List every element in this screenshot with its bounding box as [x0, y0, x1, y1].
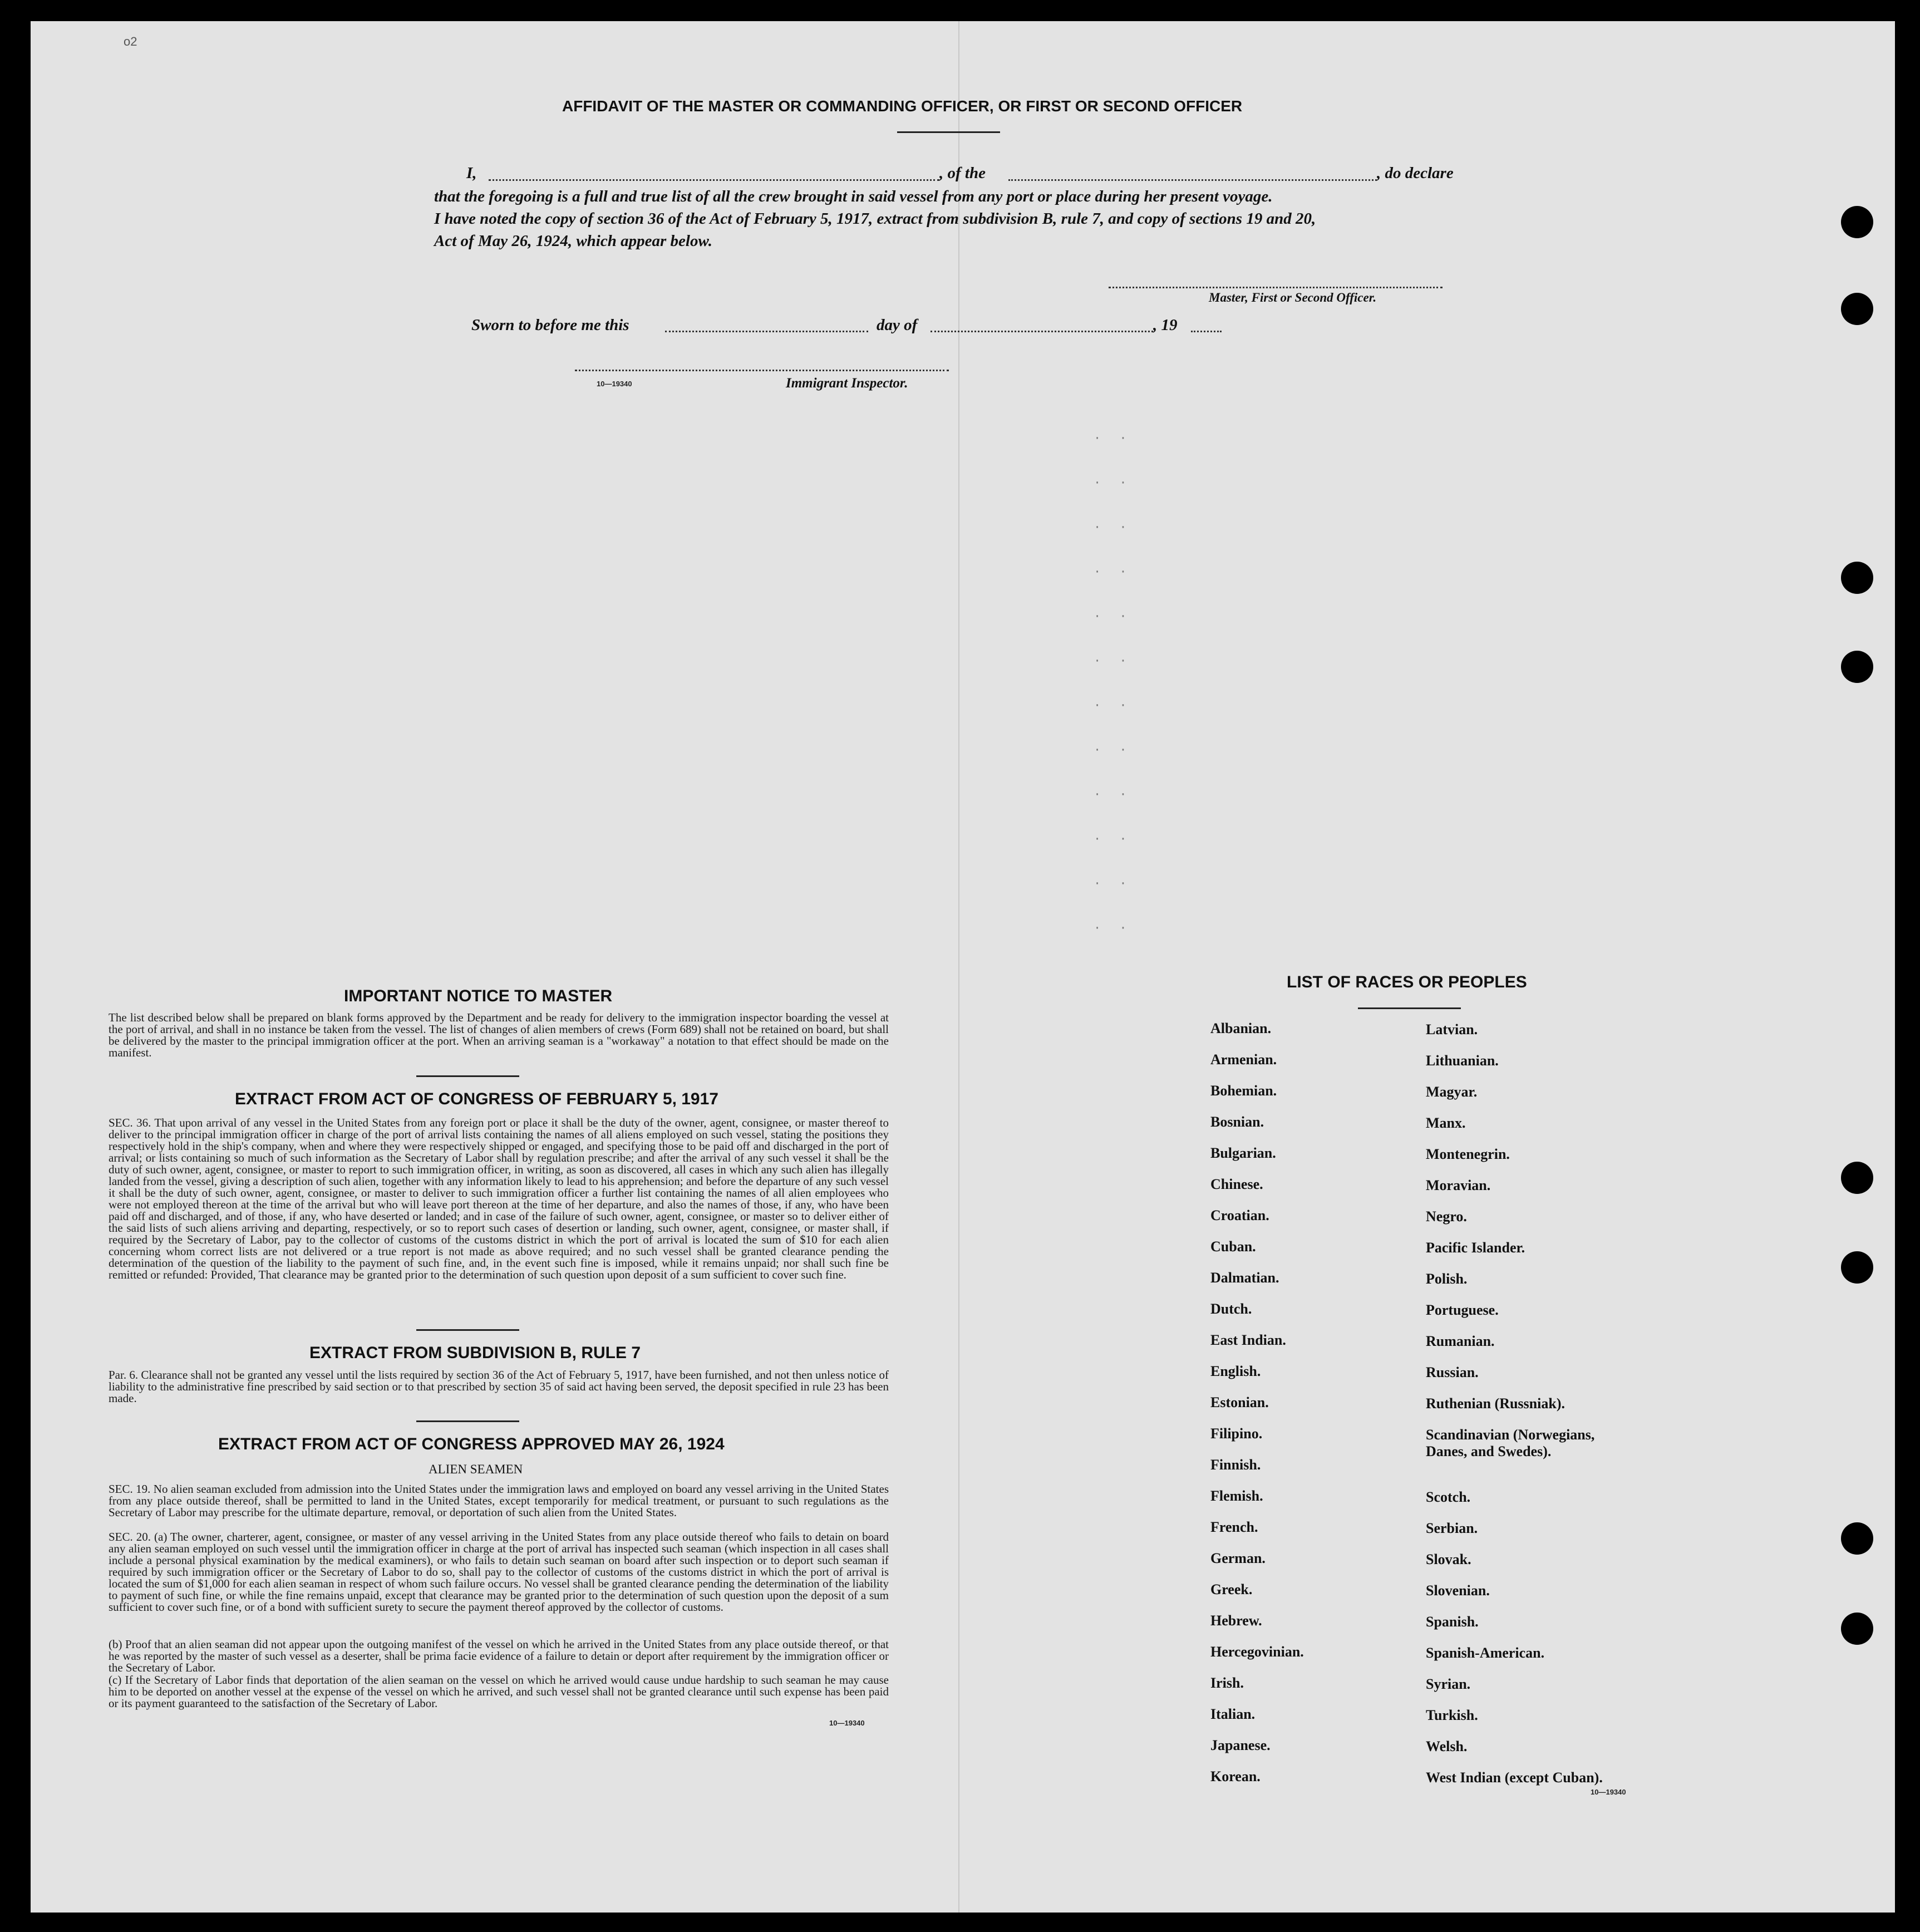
race-item: German.	[1210, 1550, 1266, 1566]
extract-rule7-text: Par. 6. Clearance shall not be granted any vessel until the lists required by section 36 of the Act of February 5, 1917, have been furnished, and not then unless notice of liability to the administrative fine prescribed by said section or to that prescribed by section 35 of said act having been served, the deposit specified in rule 23 has been made.	[109, 1368, 889, 1405]
race-item: Dutch.	[1210, 1301, 1252, 1317]
sec20a-text: SEC. 20. (a) The owner, charterer, agent, consignee, or master of any vessel arriving in the United States from any place outside thereof who fails to detain on board any alien seaman employed on such vessel until the immigration officer in charge at the port of arrival has inspected such seaman (which inspection in all cases shall include a personal physical examination by the medical examiners), or who fails to detain such seaman on board after such inspection or to deport such seaman if required by such immigration officer or the Secretary of Labor to do so, shall pay to the collector of customs of the customs district in which the port of arrival is located the sum of $1,000 for each alien seaman in respect of whom such failure occurs. No vessel shall be granted clearance pending the determination of the liability to payment of such fine, or while the fine remains unpaid, except that clearance may be granted prior to the determination of such question upon the deposit of a sum sufficient to cover such fine, or of a bond with sufficient surety to secure the payment thereof approved by the collector of customs.	[109, 1530, 889, 1614]
day-of-text: day of	[877, 316, 918, 334]
extract-rule7-title: EXTRACT FROM SUBDIVISION B, RULE 7	[309, 1344, 641, 1362]
race-item: Dalmatian.	[1210, 1270, 1279, 1286]
alien-seamen-subtitle: ALIEN SEAMEN	[429, 1462, 523, 1476]
race-item: Hebrew.	[1210, 1613, 1262, 1629]
title-rule	[897, 131, 1000, 133]
race-item: Japanese.	[1210, 1737, 1271, 1753]
race-item: Finnish.	[1210, 1457, 1261, 1473]
inspector-signature-field[interactable]	[575, 370, 949, 371]
race-item: Latvian.	[1426, 1021, 1478, 1038]
bleed-dots: · ·	[1094, 520, 1133, 534]
race-item: Magyar.	[1426, 1084, 1478, 1100]
race-item: Bosnian.	[1210, 1114, 1264, 1130]
race-item: Flemish.	[1210, 1488, 1263, 1504]
race-item: Estonian.	[1210, 1394, 1269, 1410]
bleed-dots: · ·	[1094, 832, 1133, 846]
race-item: Negro.	[1426, 1208, 1467, 1225]
race-item: Hercegovinian.	[1210, 1644, 1304, 1660]
race-item: Bulgarian.	[1210, 1145, 1276, 1161]
race-item: Irish.	[1210, 1675, 1244, 1691]
bleed-dots: · ·	[1094, 565, 1133, 579]
races-title: LIST OF RACES OR PEOPLES	[1287, 973, 1527, 991]
race-item: Pacific Islander.	[1426, 1240, 1525, 1256]
bleed-dots: · ·	[1094, 609, 1133, 623]
race-item: Moravian.	[1426, 1177, 1491, 1193]
notice-title: IMPORTANT NOTICE TO MASTER	[344, 987, 613, 1005]
affidavit-title: AFFIDAVIT OF THE MASTER OR COMMANDING OFFICER, OR FIRST OR SECOND OFFICER	[562, 97, 1243, 115]
affidavit-line2: that the foregoing is a full and true list of all the crew brought in said vessel from any port or place during her present voyage.	[434, 188, 1273, 205]
signature-field[interactable]	[1109, 287, 1443, 288]
race-item: Welsh.	[1426, 1738, 1468, 1754]
affidavit-line3: I have noted the copy of section 36 of the Act of February 5, 1917, extract from subdivision B, rule 7, and copy of sections 19 and 20,	[434, 210, 1316, 228]
section-rule	[416, 1075, 519, 1077]
sec19-text: SEC. 19. No alien seaman excluded from admission into the United States under the immigration laws and employed on board any vessel arriving in the United States from any place outside thereof, shall be permitted to land in the United States, except temporarily for medical treatment, or pursuant to such regulations as the Secretary of Labor may prescribe for the ultimate departure, removal, or deportation of such alien from the United States.	[109, 1482, 889, 1519]
section-rule	[416, 1420, 519, 1422]
race-item: Lithuanian.	[1426, 1053, 1499, 1069]
year-prefix: , 19	[1153, 316, 1178, 334]
binder-hole	[1841, 651, 1873, 683]
binder-hole	[1841, 562, 1873, 594]
race-item: Filipino.	[1210, 1425, 1263, 1442]
race-item: Serbian.	[1426, 1520, 1478, 1536]
race-item: Portuguese.	[1426, 1302, 1499, 1318]
race-item: East Indian.	[1210, 1332, 1286, 1348]
sworn-month-field[interactable]	[931, 331, 1153, 332]
inspector-label: Immigrant Inspector.	[786, 376, 908, 391]
bleed-dots: · ·	[1094, 699, 1133, 712]
form-number: 10—19340	[597, 380, 632, 388]
race-item: French.	[1210, 1519, 1258, 1535]
sworn-day-field[interactable]	[665, 331, 868, 332]
race-item: Greek.	[1210, 1581, 1253, 1597]
race-item: Montenegrin.	[1426, 1146, 1510, 1162]
race-item: Slovenian.	[1426, 1582, 1490, 1599]
bleed-dots: · ·	[1094, 654, 1133, 668]
sec20b-text: (b) Proof that an alien seaman did not appear upon the outgoing manifest of the vessel on which he arrived in the United States from any place outside thereof, or that he was reported by the master of such vessel as a deserter, shall be prima facie evidence of a failure to detain or deport after requirement by the immigration officer or the Secretary of Labor.	[109, 1638, 889, 1674]
section-rule	[1358, 1007, 1461, 1009]
bleed-dots: · ·	[1094, 921, 1133, 935]
sec20c-text: (c) If the Secretary of Labor finds that deportation of the alien seaman on the vessel on which he arrived would cause undue hardship to such seaman he may cause him to be deported on another vessel at the expense of the vessel on which he arrived, and such vessel shall not be granted clearance until such expense has been paid or its payment guaranteed to the satisfaction of the Secretary of Labor.	[109, 1673, 889, 1710]
race-item: Albanian.	[1210, 1020, 1272, 1036]
notice-text: The list described below shall be prepared on blank forms approved by the Department and be ready for delivery to the immigration inspector boarding the vessel at the port of arrival, and shall in no instance be taken from the vessel. The list of changes of alien members of crews (Form 689) shall not be retained on board, but shall be delivered by the master to the principal immigration officer at the port. When an arriving seaman is a "workaway" a notation to that effect should be made on the manifest.	[109, 1011, 889, 1059]
race-item: Polish.	[1426, 1271, 1468, 1287]
signature-label: Master, First or Second Officer.	[1209, 291, 1377, 304]
binder-hole	[1841, 293, 1873, 325]
sworn-year-field[interactable]	[1191, 331, 1222, 332]
bleed-dots: · ·	[1094, 743, 1133, 757]
corner-mark: o2	[124, 35, 137, 48]
race-item: Bohemian.	[1210, 1083, 1277, 1099]
extract-1917-text: SEC. 36. That upon arrival of any vessel in the United States from any foreign port or place it shall be the duty of the owner, agent, consignee, or master thereof to deliver to the principal immigration officer in charge of the port of arrival lists containing the names of all aliens employed on such vessel, stating the positions they respectively hold in the ship's company, when and where they were respectively shipped or engaged, and specifying those to be paid off and discharged in the port of arrival; or lists containing so much of such information as the Secretary of Labor shall by regulation prescribe; and after the arrival of any such vessel it shall be the duty of such owner, agent, consignee, or master to report to such immigration officer, in writing, as soon as discovered, all cases in which any such alien has illegally landed from the vessel, giving a description of such alien, together with any information likely to lead to his apprehension; and before the departure of any such vessel it shall be the duty of such owner, agent, consignee, or master to deliver to such immigration officer a further list containing the names of all alien employees who were not employed thereon at the time of the arrival but who will leave port thereon at the time of her departure, and also the names of those, if any, who have been paid off and discharged, and of those, if any, who have deserted or landed; and in case of the failure of such owner, agent, consignee, or master so to deliver either of the said lists of such aliens arriving and departing, respectively, or so to report such cases of desertion or landing, such owner, agent, consignee, or master shall, if required by the Secretary of Labor, pay to the collector of customs of the customs district in which the port of arrival is located the sum of $10 for each alien concerning whom correct lists are not delivered or a true report is not made as above required; and no such vessel shall be granted clearance pending the determination of the question of the liability to the payment of such fine, and, in the event such fine is imposed, while it remains unpaid; nor shall such fine be remitted or refunded: Provided, That clearance may be granted prior to the determination of such question upon deposit of a sum sufficient to cover such fine.	[109, 1116, 889, 1281]
race-item: Slovak.	[1426, 1551, 1471, 1567]
affidavit-line4: Act of May 26, 1924, which appear below.	[434, 232, 712, 250]
race-item: Armenian.	[1210, 1051, 1277, 1068]
affidavit-i: I,	[466, 164, 477, 182]
affidavit-declare: , do declare	[1377, 164, 1454, 182]
binder-hole	[1841, 1251, 1873, 1284]
extract-1924-title: EXTRACT FROM ACT OF CONGRESS APPROVED MAY 26, 1924	[218, 1435, 725, 1453]
race-item: Turkish.	[1426, 1707, 1478, 1723]
race-item: Chinese.	[1210, 1176, 1263, 1192]
race-item: Cuban.	[1210, 1238, 1256, 1255]
race-item: Russian.	[1426, 1364, 1479, 1380]
race-item: Rumanian.	[1426, 1333, 1495, 1349]
extract-1917-title: EXTRACT FROM ACT OF CONGRESS OF FEBRUARY 5, 1917	[235, 1090, 718, 1108]
race-item: Ruthenian (Russniak).	[1426, 1395, 1565, 1412]
bleed-dots: · ·	[1094, 476, 1133, 490]
center-fold	[958, 21, 959, 1913]
bleed-dots: · ·	[1094, 431, 1133, 445]
race-item: English.	[1210, 1363, 1261, 1379]
form-sheet	[31, 21, 1895, 1913]
race-item: Syrian.	[1426, 1676, 1471, 1692]
bleed-dots: · ·	[1094, 877, 1133, 891]
race-item: Croatian.	[1210, 1207, 1269, 1223]
vessel-field[interactable]	[1008, 179, 1377, 181]
binder-hole	[1841, 206, 1873, 238]
form-number: 10—19340	[829, 1719, 865, 1727]
sworn-text: Sworn to before me this	[471, 316, 629, 334]
race-item: Italian.	[1210, 1706, 1256, 1722]
race-item: Spanish-American.	[1426, 1645, 1545, 1661]
race-item: Scotch.	[1426, 1489, 1471, 1505]
binder-hole	[1841, 1613, 1873, 1645]
race-item: Korean.	[1210, 1768, 1261, 1784]
race-item: Scandinavian (Norwegians, Danes, and Swedes).	[1426, 1427, 1595, 1459]
name-field[interactable]	[489, 179, 939, 181]
binder-hole	[1841, 1522, 1873, 1555]
race-item: Manx.	[1426, 1115, 1466, 1131]
section-rule	[416, 1329, 519, 1331]
race-item: Spanish.	[1426, 1614, 1479, 1630]
affidavit-of-the: , of the	[939, 164, 986, 182]
bleed-dots: · ·	[1094, 788, 1133, 802]
binder-hole	[1841, 1162, 1873, 1194]
form-number: 10—19340	[1591, 1788, 1626, 1796]
race-item: West Indian (except Cuban).	[1426, 1769, 1603, 1786]
